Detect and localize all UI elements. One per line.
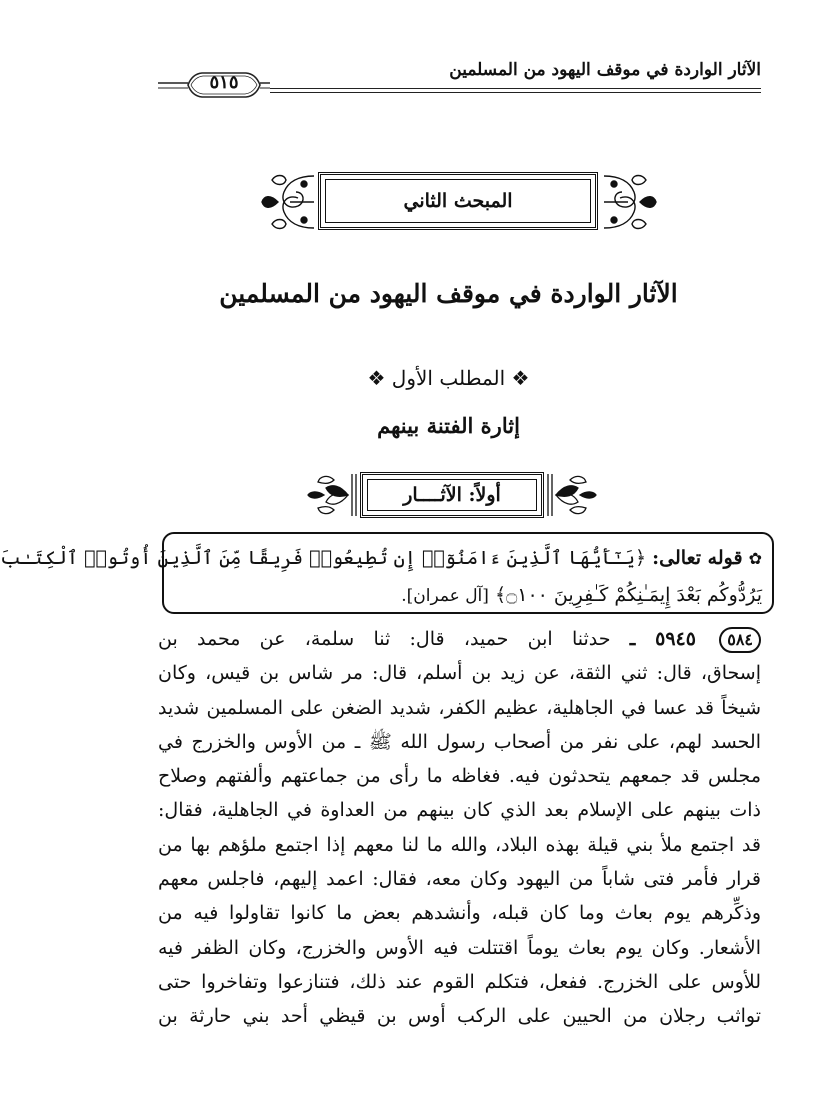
body-line-8: قرار فأمر فتى شاباً من اليهود وكان معه، فقال: اعمد إليهم، فاجلس معهم	[158, 868, 761, 891]
body-line-7: قد اجتمع ملأ بني قيلة بهذه البلاد، والله ما لنا معهم إذا اجتمع ملؤهم بها من	[158, 833, 761, 856]
matlab-title: ❖ المطلب الأول ❖	[367, 366, 530, 390]
section-heading-box	[318, 172, 598, 230]
body-line-5: مجلس قد جمعهم يتحدثون فيه. فغاظه ما رأى من جماعتهم وألفتهم وصلاح	[158, 765, 761, 788]
running-header	[158, 56, 761, 96]
section-heading: المبحث الثاني	[325, 179, 591, 223]
verse-text-1: ﴿يَـٰٓأَيُّهَا ٱلَّذِينَ ءَامَنُوٓا۟ إِن تُطِيعُوا۟ فَرِيقًا مِّنَ ٱلَّذِينَ أُوتُوا۟ ٱلْكِتَـٰبَ	[0, 547, 647, 569]
running-title: الآثار الواردة في موقف اليهود من المسلمين	[449, 60, 761, 80]
body-line-2: إسحاق، قال: ثني الثقة، عن زيد بن أسلم، قال: مر شاس بن قيس، وكان	[158, 662, 761, 685]
chapter-title: الآثار الواردة في موقف اليهود من المسلمين	[219, 278, 678, 308]
verse-line-1	[0, 540, 762, 577]
hadith-index-badge: ٥٨٤	[719, 627, 761, 653]
athar-heading: أولاً: الآثــــار	[367, 479, 537, 511]
header-rule	[270, 88, 761, 89]
athar-heading-frame	[304, 470, 600, 520]
body-line-11: للأوس على الخزرج. ففعل، فتكلم القوم عند ذلك، فتنازعوا وتفاخروا حتى	[158, 970, 761, 993]
body-line-4: الحسد لهم، على نفر من أصحاب رسول الله ﷺ ـ من الأوس والخزرج في	[158, 730, 761, 753]
header-rule-secondary	[270, 92, 761, 93]
page-number-frame	[158, 68, 270, 102]
matlab-subtitle: إثارة الفتنة بينهم	[377, 413, 520, 438]
hadith-number: ٥٩٤٥ ـ	[629, 628, 696, 650]
body-line-10: الأشعار. وكان يوم بعاث يوماً اقتتلت فيه الأوس والخزرج، وكان الظفر فيه	[158, 936, 761, 959]
athar-heading-box	[360, 472, 544, 518]
body-line-3: شيخاً قد عسا في الجاهلية، عظيم الكفر، شديد الضغن على المسلمين شديد	[158, 696, 761, 719]
verse-line-2	[174, 577, 762, 614]
quran-verse-box	[0, 532, 774, 614]
body-line-1	[158, 622, 761, 656]
body-line-9: وذكِّرهم يوم بعاث وما كان قبله، وأنشدهم بعض ما كانوا تقاولوا فيه من	[158, 902, 761, 925]
verse-label: قوله تعالى:	[652, 547, 743, 569]
verse-text-2: يَرُدُّوكُم بَعْدَ إِيمَـٰنِكُمْ كَـٰفِرِينَ ۝١٠٠﴾	[494, 584, 762, 606]
page-number: ٥١٥	[209, 72, 239, 93]
hadith-line: حدثنا ابن حميد، قال: ثنا سلمة، عن محمد بن	[158, 628, 611, 650]
section-heading-frame	[258, 170, 660, 234]
hadith-body	[158, 622, 761, 1034]
body-line-6: ذات بينهم على الإسلام بعد الذي كان بينهم من العداوة في الجاهلية، فقال:	[158, 799, 761, 822]
verse-reference: [آل عمران].	[401, 586, 489, 606]
body-line-12: تواثب رجلان من الحيين على الركب أوس بن قيظي أحد بني حارثة بن	[158, 1005, 761, 1028]
flower-marker-icon: ✿	[748, 549, 762, 568]
